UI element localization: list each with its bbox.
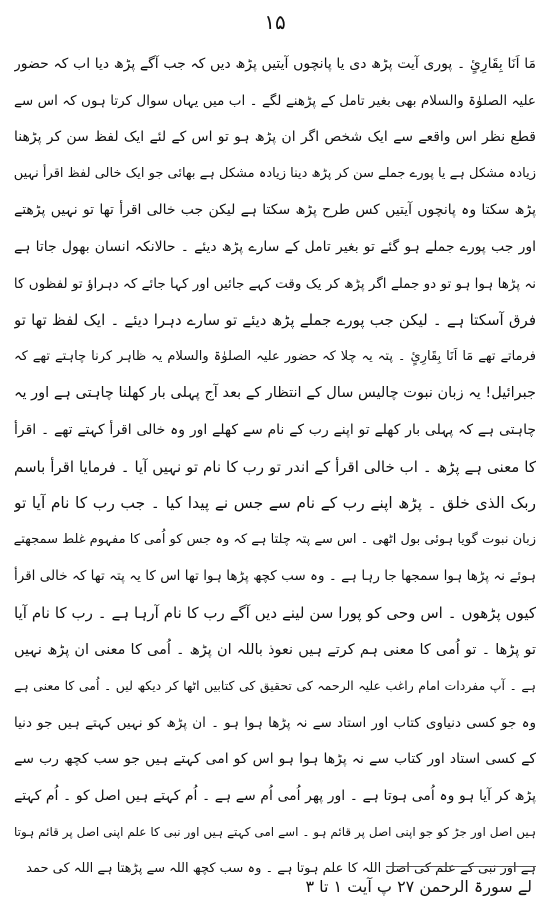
footnote: لے سورۃ الرحمن ۲۷ پ آیت ۱ تا ۳ <box>305 877 532 896</box>
body-text <box>14 46 536 888</box>
text-line: ہیں اصل اور جڑ کو جو اپنی اصل پر قائم ہو ۔ اسے امی کہتے ہیں اور نبی کا علم اپنی اصل پر قائم ہوتا <box>14 825 536 840</box>
text-line: چاہتی ہے کہ پہلی بار کھلے تو اپنے رب کے نام سے کھلے اور وہ خالی اقرأ کہتے تھے ۔ اقرأ <box>14 421 536 438</box>
text-line: پڑھ کر آیا ہو وہ اُمی ہوتا ہے ۔ اور پھر اُمی اُم سے ہے ۔ اُم کہتے ہیں اصل کو ۔ اُم کہتے <box>14 787 536 804</box>
text-line: فرماتے تھے مَا اَنَا بِقَارِئٍ ۔ پتہ یہ چلا کہ حضور علیہ الصلوٰۃ والسلام یہ ظاہر کرنا چاہتے تھے کہ <box>14 348 536 364</box>
text-line: زبان نبوت گویا ہوئی بول اٹھی ۔ اس سے پتہ چلتا ہے کہ وہ جس کو اُمی کا مفہوم غلط سمجھتے <box>14 531 536 547</box>
text-line: اور جب پورے جملے ہو گئے تو بغیر تامل کے سارے پڑھ دیئے ۔ حالانکہ انسان بھول جاتا ہے <box>14 238 536 255</box>
text-line: پڑھ سکتا وہ پانچوں آیتیں کس طرح پڑھ سکتا ہے لیکن جب خالی اقرأ تھا تو نہیں پڑھتے <box>14 202 536 219</box>
footnote-divider <box>386 866 536 867</box>
text-line: کے کسی استاد اور کتاب سے نہ پڑھا ہوا ہو اس کو امی کہتے ہیں جو سب کچھ رب سے <box>14 751 536 768</box>
text-line: ہے ۔ آپ مفردات امام راغب علیہ الرحمہ کی تحقیق کی کتابیں اٹھا کر دیکھ لیں ۔ اُمی کا معنی ہے <box>14 678 536 694</box>
text-line: فرق آسکتا ہے ۔ لیکن جب پورے جملے پڑھ دیئے تو سارے دہرا دیئے ۔ ایک لفظ تھا تو <box>14 311 536 330</box>
text-line: ہے اور نبی کے علم کی اصل اللہ کا علم ہوتا ہے ۔ وہ سب کچھ اللہ سے پڑھتا ہے اللہ کی حمد <box>26 861 536 877</box>
text-line: علیہ الصلوٰۃ والسلام بھی بغیر تامل کے پڑھنے لگے ۔ اب میں یہاں سوال کرتا ہوں کہ اس سے <box>14 92 536 109</box>
text-line: تو پڑھا ۔ تو اُمی کا معنی ہم کرتے ہیں نعوذ باللہ ان پڑھ ۔ اُمی کا معنی ان پڑھ نہیں <box>14 641 536 658</box>
text-line: نہ پڑھا ہوا ہو تو دو جملے اگر پڑھ کر یک وقت کہے جائیں اور کہا جائے کہ دہراؤ تو لفظوں کا <box>14 275 536 292</box>
text-line: جبرائیل! یہ زبان نبوت چالیس سال کے انتظار کے بعد آج پہلی بار کھلنا چاہتی ہے اور یہ <box>14 385 536 402</box>
text-line: مَا اَنَا بِقَارِئٍ ۔ پوری آیت پڑھ دی یا پانچوں آیتیں پڑھ دیں کہ جب آگے پڑھ دیا اب کہ حضور <box>14 56 536 72</box>
page-number: ۱۵ <box>264 10 286 34</box>
text-line: قطع نظر اس واقعے سے ایک شخص اگر ان پڑھ ہو تو اس کے لئے ایک لفظ سن کر پڑھنا <box>14 129 536 146</box>
text-line: زیادہ مشکل ہے یا پورے جملے سن کر پڑھ دینا زیادہ مشکل ہے بھائی جو ایک خالی لفظ اقرأ نہیں <box>14 165 536 181</box>
text-line: ربک الذی خلق ۔ پڑھ اپنے رب کے نام سے جس نے پیدا کیا ۔ جب رب کا نام آیا تو <box>14 494 536 513</box>
text-line: وہ جو کسی دنیاوی کتاب اور استاد سے نہ پڑھا ہوا ہو ۔ ان پڑھ کو نہیں کہتے ہیں جو دنیا <box>14 714 536 731</box>
text-line: کیوں پڑھوں ۔ اس وحی کو پورا سن لینے دیں آگے رب کا نام آرہا ہے ۔ رب کا نام آیا <box>14 603 536 622</box>
text-line: ہوئے نہ پڑھا ہوا سمجھا جا رہا ہے ۔ وہ سب کچھ پڑھا ہوا تھا اس کا یہ پتہ تھا کہ خالی اقرأ <box>14 568 536 585</box>
text-line: کا معنی ہے پڑھ ۔ اب خالی اقرأ کے اندر تو رب کا نام تو نہیں آیا ۔ فرمایا اقرأ باسم <box>14 457 536 476</box>
